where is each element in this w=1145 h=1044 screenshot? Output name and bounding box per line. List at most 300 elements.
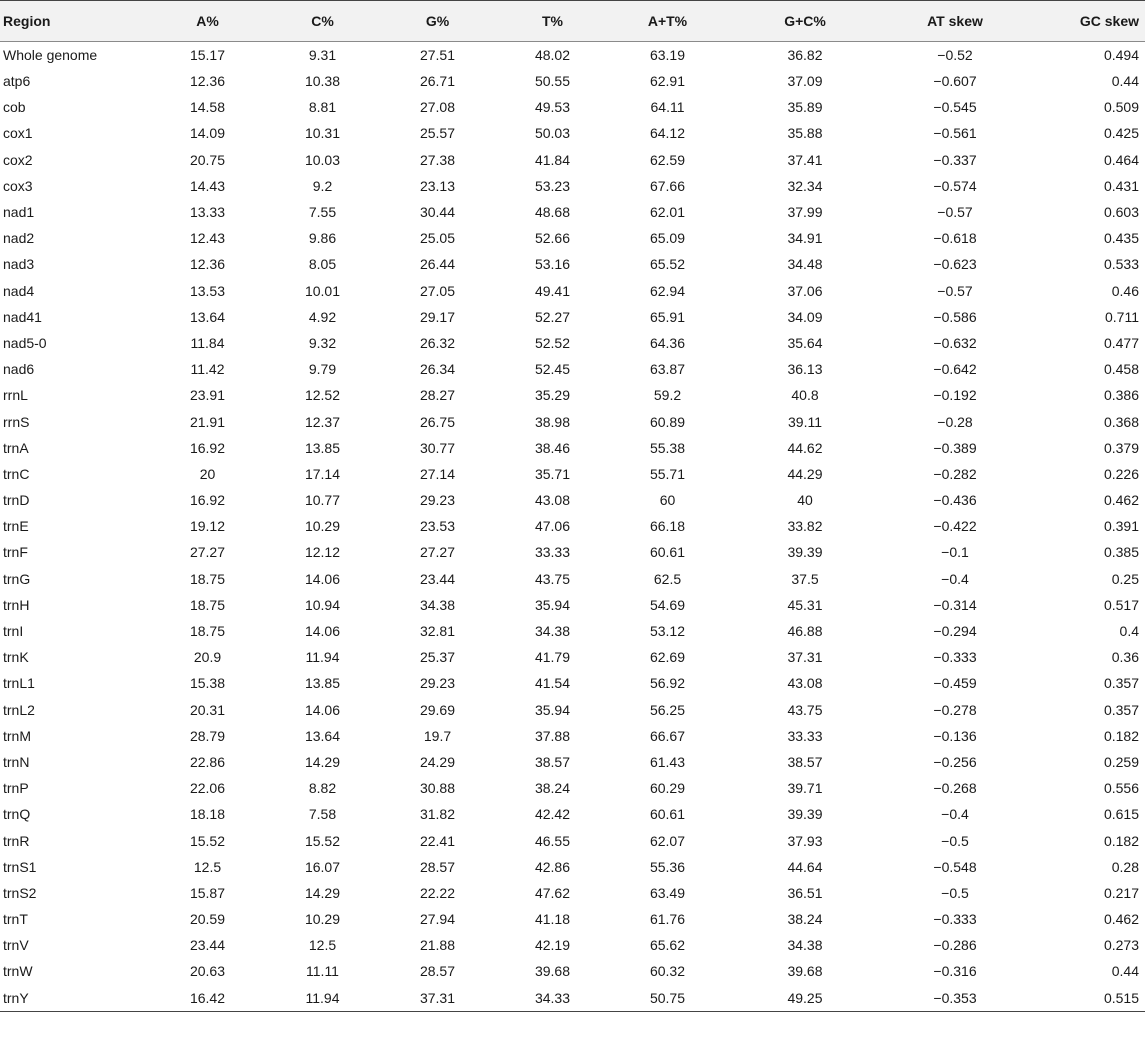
table-row bbox=[0, 487, 1145, 513]
table-row bbox=[0, 697, 1145, 723]
cell-a-percent: 22.06 bbox=[189, 780, 226, 797]
cell-gc-percent: 34.91 bbox=[787, 230, 823, 247]
cell-gc-skew: 0.357 bbox=[1103, 675, 1139, 692]
table-row bbox=[0, 932, 1145, 958]
cell-at-percent: 63.49 bbox=[649, 884, 686, 901]
cell-at-skew: −0.548 bbox=[933, 858, 977, 875]
table-body bbox=[0, 42, 1145, 1012]
cell-at-percent: 59.2 bbox=[653, 387, 682, 404]
cell-a-percent: 15.17 bbox=[189, 47, 226, 63]
cell-gc-skew: 0.379 bbox=[1103, 439, 1139, 456]
cell-gc-skew: 0.556 bbox=[1103, 780, 1139, 797]
cell-gc-percent: 36.13 bbox=[787, 361, 823, 378]
cell-gc-skew: 0.464 bbox=[1103, 151, 1139, 168]
cell-a-percent: 14.43 bbox=[189, 177, 226, 194]
cell-g-percent: 34.38 bbox=[419, 596, 456, 613]
cell-g-percent: 30.77 bbox=[419, 439, 456, 456]
cell-at-skew: −0.333 bbox=[933, 911, 977, 928]
cell-a-percent: 14.09 bbox=[189, 125, 226, 142]
table-row bbox=[0, 644, 1145, 670]
table-row bbox=[0, 854, 1145, 880]
cell-t-percent: 47.06 bbox=[534, 518, 571, 535]
cell-t-percent: 53.16 bbox=[534, 256, 571, 273]
table-row bbox=[0, 147, 1145, 173]
cell-at-percent: 64.36 bbox=[649, 334, 686, 351]
cell-region: cox2 bbox=[3, 151, 33, 168]
cell-c-percent: 14.29 bbox=[304, 753, 341, 770]
cell-gc-percent: 37.06 bbox=[787, 282, 823, 299]
cell-region: nad5-0 bbox=[3, 334, 47, 351]
cell-gc-skew: 0.603 bbox=[1103, 204, 1139, 221]
cell-c-percent: 12.5 bbox=[308, 937, 337, 954]
cell-g-percent: 24.29 bbox=[419, 753, 456, 770]
cell-at-skew: −0.256 bbox=[933, 753, 977, 770]
cell-region: nad1 bbox=[3, 204, 35, 221]
cell-g-percent: 22.41 bbox=[419, 832, 456, 849]
cell-a-percent: 14.58 bbox=[189, 99, 226, 116]
cell-t-percent: 41.54 bbox=[534, 675, 571, 692]
cell-t-percent: 43.75 bbox=[534, 570, 571, 587]
cell-at-percent: 65.09 bbox=[649, 230, 686, 247]
cell-gc-skew: 0.462 bbox=[1103, 911, 1139, 928]
cell-a-percent: 20.9 bbox=[193, 649, 222, 666]
cell-t-percent: 48.02 bbox=[534, 47, 571, 63]
table-row bbox=[0, 670, 1145, 696]
table-row bbox=[0, 880, 1145, 906]
cell-a-percent: 20.75 bbox=[189, 151, 226, 168]
table-row bbox=[0, 408, 1145, 434]
cell-region: trnM bbox=[3, 727, 31, 744]
cell-at-percent: 60.32 bbox=[649, 963, 686, 980]
cell-t-percent: 42.19 bbox=[534, 937, 571, 954]
header-c-percent: C% bbox=[265, 1, 380, 42]
table-row bbox=[0, 278, 1145, 304]
cell-c-percent: 4.92 bbox=[308, 308, 337, 325]
cell-t-percent: 49.41 bbox=[534, 282, 571, 299]
cell-at-skew: −0.422 bbox=[933, 518, 977, 535]
cell-a-percent: 20.63 bbox=[189, 963, 226, 980]
cell-region: rrnL bbox=[3, 387, 28, 404]
cell-a-percent: 18.75 bbox=[189, 623, 226, 640]
table-row bbox=[0, 958, 1145, 984]
cell-t-percent: 37.88 bbox=[534, 727, 571, 744]
cell-a-percent: 27.27 bbox=[189, 544, 226, 561]
cell-a-percent: 16.92 bbox=[189, 439, 226, 456]
header-t-percent: T% bbox=[495, 1, 610, 42]
cell-at-skew: −0.314 bbox=[933, 596, 977, 613]
cell-gc-skew: 0.431 bbox=[1103, 177, 1139, 194]
cell-gc-percent: 34.09 bbox=[787, 308, 823, 325]
table-row bbox=[0, 356, 1145, 382]
cell-g-percent: 27.08 bbox=[419, 99, 456, 116]
cell-c-percent: 11.94 bbox=[265, 985, 380, 1012]
cell-t-percent: 46.55 bbox=[534, 832, 571, 849]
cell-gc-skew: 0.4 bbox=[1119, 623, 1139, 640]
cell-c-percent: 11.94 bbox=[305, 649, 340, 666]
cell-a-percent: 20.31 bbox=[189, 701, 226, 718]
cell-region: trnT bbox=[3, 911, 28, 928]
cell-gc-skew: 0.711 bbox=[1105, 308, 1139, 325]
cell-at-skew: −0.52 bbox=[937, 47, 973, 63]
cell-gc-skew: 0.182 bbox=[1103, 727, 1139, 744]
cell-c-percent: 14.06 bbox=[304, 623, 341, 640]
cell-gc-skew: 0.386 bbox=[1103, 387, 1139, 404]
cell-c-percent: 13.64 bbox=[304, 727, 341, 744]
cell-at-percent: 62.59 bbox=[649, 151, 686, 168]
cell-at-skew: −0.389 bbox=[933, 439, 977, 456]
cell-gc-skew: 0.259 bbox=[1103, 753, 1139, 770]
cell-region: trnQ bbox=[3, 806, 31, 823]
cell-g-percent: 27.14 bbox=[419, 465, 456, 482]
cell-region: trnY bbox=[0, 985, 150, 1012]
cell-region: trnH bbox=[3, 596, 30, 613]
cell-c-percent: 9.32 bbox=[308, 334, 337, 351]
cell-region: cox3 bbox=[3, 177, 33, 194]
cell-t-percent: 35.71 bbox=[534, 465, 571, 482]
cell-at-skew: −0.294 bbox=[933, 623, 977, 640]
cell-region: rrnS bbox=[3, 413, 30, 430]
cell-region: trnN bbox=[3, 753, 30, 770]
cell-g-percent: 23.44 bbox=[419, 570, 456, 587]
cell-a-percent: 12.36 bbox=[189, 73, 226, 90]
cell-at-percent: 61.43 bbox=[649, 753, 686, 770]
cell-at-skew: −0.459 bbox=[933, 675, 977, 692]
cell-at-skew: −0.618 bbox=[933, 230, 977, 247]
cell-at-percent: 56.92 bbox=[649, 675, 686, 692]
cell-at-percent: 64.12 bbox=[649, 125, 686, 142]
cell-at-skew: −0.333 bbox=[933, 649, 977, 666]
cell-t-percent: 52.27 bbox=[534, 308, 571, 325]
cell-region: trnE bbox=[3, 518, 29, 535]
cell-c-percent: 14.06 bbox=[304, 570, 341, 587]
cell-gc-skew: 0.368 bbox=[1103, 413, 1139, 430]
cell-gc-percent: 37.31 bbox=[787, 649, 823, 666]
cell-at-percent: 65.52 bbox=[649, 256, 686, 273]
table-row bbox=[0, 461, 1145, 487]
cell-g-percent: 27.51 bbox=[419, 47, 456, 63]
header-gc-skew: GC skew bbox=[1025, 1, 1145, 42]
cell-t-percent: 41.84 bbox=[534, 151, 571, 168]
cell-at-percent: 62.94 bbox=[649, 282, 686, 299]
cell-gc-percent: 38.57 bbox=[787, 753, 823, 770]
cell-g-percent: 25.37 bbox=[419, 649, 456, 666]
cell-g-percent: 30.44 bbox=[419, 204, 456, 221]
table-row bbox=[0, 382, 1145, 408]
cell-c-percent: 10.01 bbox=[304, 282, 341, 299]
cell-a-percent: 12.43 bbox=[189, 230, 226, 247]
cell-c-percent: 13.85 bbox=[304, 439, 341, 456]
cell-g-percent: 23.13 bbox=[419, 177, 456, 194]
cell-gc-percent: 39.39 bbox=[787, 806, 823, 823]
cell-at-percent: 63.87 bbox=[649, 361, 686, 378]
cell-gc-percent: 37.99 bbox=[787, 204, 823, 221]
cell-c-percent: 14.29 bbox=[304, 884, 341, 901]
cell-at-skew: −0.316 bbox=[933, 963, 977, 980]
cell-at-percent: 60.61 bbox=[649, 806, 686, 823]
cell-region: trnA bbox=[3, 439, 29, 456]
cell-a-percent: 12.5 bbox=[193, 858, 222, 875]
cell-a-percent: 20 bbox=[199, 465, 216, 482]
cell-gc-skew: 0.517 bbox=[1103, 596, 1139, 613]
cell-c-percent: 16.07 bbox=[304, 858, 341, 875]
cell-gc-percent: 45.31 bbox=[787, 596, 823, 613]
cell-at-percent: 60.61 bbox=[649, 544, 686, 561]
cell-t-percent: 47.62 bbox=[534, 884, 571, 901]
table-row bbox=[0, 251, 1145, 277]
header-at-skew: AT skew bbox=[885, 1, 1025, 42]
cell-g-percent: 27.27 bbox=[419, 544, 456, 561]
cell-at-percent: 60 bbox=[659, 492, 676, 509]
cell-t-percent: 38.98 bbox=[534, 413, 571, 430]
cell-at-skew: −0.642 bbox=[933, 361, 977, 378]
cell-gc-percent: 36.51 bbox=[787, 884, 823, 901]
table-row bbox=[0, 435, 1145, 461]
cell-gc-skew: 0.385 bbox=[1103, 544, 1139, 561]
cell-at-skew: −0.57 bbox=[937, 204, 973, 221]
cell-at-skew: −0.282 bbox=[933, 465, 977, 482]
table-row bbox=[0, 513, 1145, 539]
table-row bbox=[0, 42, 1145, 69]
cell-gc-percent: 44.62 bbox=[787, 439, 823, 456]
cell-at-percent: 54.69 bbox=[649, 596, 686, 613]
cell-region: trnD bbox=[3, 492, 30, 509]
cell-gc-percent: 40.8 bbox=[791, 387, 819, 404]
table-row bbox=[0, 539, 1145, 565]
header-region: Region bbox=[0, 1, 150, 42]
cell-g-percent: 29.69 bbox=[419, 701, 456, 718]
cell-gc-skew: 0.28 bbox=[1111, 858, 1139, 875]
cell-at-skew: −0.4 bbox=[941, 806, 969, 823]
cell-region: nad3 bbox=[3, 256, 35, 273]
cell-at-percent: 55.38 bbox=[649, 439, 686, 456]
cell-gc-skew: 0.435 bbox=[1103, 230, 1139, 247]
cell-c-percent: 12.52 bbox=[304, 387, 341, 404]
table-row bbox=[0, 304, 1145, 330]
cell-at-percent: 60.29 bbox=[649, 780, 686, 797]
cell-gc-skew: 0.494 bbox=[1103, 47, 1139, 63]
cell-at-skew: −0.353 bbox=[885, 985, 1025, 1012]
cell-region: trnR bbox=[3, 832, 30, 849]
cell-t-percent: 41.79 bbox=[534, 649, 571, 666]
cell-t-percent: 41.18 bbox=[534, 911, 571, 928]
cell-region: nad41 bbox=[3, 308, 42, 325]
cell-at-skew: −0.561 bbox=[933, 125, 977, 142]
cell-a-percent: 11.84 bbox=[190, 334, 225, 351]
table-row bbox=[0, 775, 1145, 801]
cell-t-percent: 50.03 bbox=[534, 125, 571, 142]
cell-at-percent: 62.5 bbox=[653, 570, 682, 587]
cell-g-percent: 22.22 bbox=[419, 884, 456, 901]
cell-t-percent: 34.33 bbox=[495, 985, 610, 1012]
cell-c-percent: 17.14 bbox=[304, 465, 341, 482]
cell-c-percent: 9.86 bbox=[308, 230, 337, 247]
cell-at-percent: 65.91 bbox=[649, 308, 686, 325]
cell-t-percent: 39.68 bbox=[534, 963, 571, 980]
cell-region: trnC bbox=[3, 465, 30, 482]
cell-a-percent: 20.59 bbox=[189, 911, 226, 928]
cell-gc-skew: 0.357 bbox=[1103, 701, 1139, 718]
cell-gc-percent: 37.93 bbox=[787, 832, 823, 849]
cell-at-percent: 62.01 bbox=[649, 204, 686, 221]
cell-gc-percent: 33.33 bbox=[787, 727, 823, 744]
cell-gc-percent: 40 bbox=[797, 492, 813, 509]
cell-c-percent: 10.29 bbox=[304, 911, 341, 928]
cell-c-percent: 12.12 bbox=[304, 544, 341, 561]
cell-c-percent: 8.81 bbox=[308, 99, 337, 116]
cell-region: trnK bbox=[3, 649, 29, 666]
table-row bbox=[0, 199, 1145, 225]
cell-g-percent: 27.38 bbox=[419, 151, 456, 168]
cell-t-percent: 52.66 bbox=[534, 230, 571, 247]
cell-t-percent: 38.57 bbox=[534, 753, 571, 770]
cell-at-skew: −0.632 bbox=[933, 334, 977, 351]
cell-gc-percent: 34.48 bbox=[787, 256, 823, 273]
cell-t-percent: 38.24 bbox=[534, 780, 571, 797]
cell-t-percent: 35.94 bbox=[534, 701, 571, 718]
cell-region: trnV bbox=[3, 937, 29, 954]
cell-c-percent: 14.06 bbox=[304, 701, 341, 718]
cell-a-percent: 28.79 bbox=[189, 727, 226, 744]
cell-at-skew: −0.586 bbox=[933, 308, 977, 325]
cell-gc-skew: 0.425 bbox=[1103, 125, 1139, 142]
table-header bbox=[0, 1, 1145, 42]
cell-region: trnG bbox=[3, 570, 31, 587]
cell-gc-skew: 0.509 bbox=[1103, 99, 1139, 116]
cell-gc-skew: 0.44 bbox=[1111, 963, 1139, 980]
cell-gc-percent: 38.24 bbox=[787, 911, 823, 928]
cell-at-percent: 62.07 bbox=[649, 832, 686, 849]
cell-g-percent: 31.82 bbox=[419, 806, 456, 823]
cell-c-percent: 10.94 bbox=[304, 596, 341, 613]
cell-a-percent: 21.91 bbox=[189, 413, 226, 430]
cell-t-percent: 49.53 bbox=[534, 99, 571, 116]
cell-a-percent: 19.12 bbox=[189, 518, 226, 535]
cell-at-percent: 67.66 bbox=[649, 177, 686, 194]
cell-a-percent: 23.91 bbox=[189, 387, 226, 404]
cell-at-skew: −0.337 bbox=[933, 151, 977, 168]
cell-gc-percent: 39.39 bbox=[787, 544, 823, 561]
cell-g-percent: 29.23 bbox=[419, 492, 456, 509]
cell-gc-skew: 0.36 bbox=[1111, 649, 1139, 666]
cell-region: trnI bbox=[3, 623, 24, 640]
cell-a-percent: 15.87 bbox=[189, 884, 226, 901]
cell-at-skew: −0.5 bbox=[941, 832, 969, 849]
cell-g-percent: 37.31 bbox=[380, 985, 495, 1012]
cell-t-percent: 38.46 bbox=[534, 439, 571, 456]
cell-c-percent: 8.82 bbox=[308, 780, 337, 797]
cell-gc-percent: 33.82 bbox=[787, 518, 823, 535]
cell-g-percent: 27.94 bbox=[419, 911, 456, 928]
cell-at-percent: 65.62 bbox=[649, 937, 686, 954]
cell-t-percent: 50.55 bbox=[534, 73, 571, 90]
cell-t-percent: 33.33 bbox=[534, 544, 571, 561]
cell-a-percent: 13.64 bbox=[189, 308, 226, 325]
header-a-percent: A% bbox=[150, 1, 265, 42]
cell-region: trnL1 bbox=[3, 675, 35, 692]
cell-gc-percent: 35.88 bbox=[787, 125, 823, 142]
cell-gc-percent: 43.75 bbox=[787, 701, 823, 718]
cell-region: cox1 bbox=[3, 125, 33, 142]
cell-g-percent: 23.53 bbox=[419, 518, 456, 535]
cell-a-percent: 16.42 bbox=[150, 985, 265, 1012]
header-row bbox=[0, 1, 1145, 42]
cell-g-percent: 29.23 bbox=[419, 675, 456, 692]
cell-g-percent: 28.57 bbox=[419, 963, 456, 980]
cell-gc-skew: 0.44 bbox=[1111, 73, 1139, 90]
cell-g-percent: 26.32 bbox=[419, 334, 456, 351]
cell-at-skew: −0.268 bbox=[933, 780, 977, 797]
table-row bbox=[0, 68, 1145, 94]
cell-a-percent: 23.44 bbox=[189, 937, 226, 954]
cell-c-percent: 10.31 bbox=[304, 125, 341, 142]
cell-region: trnL2 bbox=[3, 701, 35, 718]
table-row bbox=[0, 618, 1145, 644]
cell-gc-skew: 0.515 bbox=[1025, 985, 1145, 1012]
cell-at-skew: −0.4 bbox=[941, 570, 969, 587]
cell-at-percent: 66.67 bbox=[649, 727, 686, 744]
cell-a-percent: 22.86 bbox=[189, 753, 226, 770]
cell-at-percent: 62.69 bbox=[649, 649, 686, 666]
cell-t-percent: 35.94 bbox=[534, 596, 571, 613]
table-row bbox=[0, 225, 1145, 251]
cell-t-percent: 43.08 bbox=[534, 492, 571, 509]
cell-gc-skew: 0.46 bbox=[1111, 282, 1139, 299]
cell-at-percent: 55.71 bbox=[649, 465, 686, 482]
cell-region: trnS1 bbox=[3, 858, 37, 875]
table-row bbox=[0, 173, 1145, 199]
cell-a-percent: 13.53 bbox=[189, 282, 226, 299]
cell-at-percent: 53.12 bbox=[649, 623, 686, 640]
cell-at-skew: −0.278 bbox=[933, 701, 977, 718]
cell-a-percent: 18.18 bbox=[189, 806, 226, 823]
cell-g-percent: 28.27 bbox=[419, 387, 456, 404]
cell-t-percent: 42.86 bbox=[534, 858, 571, 875]
cell-region: trnF bbox=[3, 544, 28, 561]
cell-c-percent: 7.55 bbox=[308, 204, 337, 221]
cell-gc-skew: 0.25 bbox=[1111, 570, 1139, 587]
cell-t-percent: 42.42 bbox=[534, 806, 571, 823]
cell-at-percent: 56.25 bbox=[649, 701, 686, 718]
cell-gc-percent: 44.64 bbox=[787, 858, 823, 875]
cell-c-percent: 10.77 bbox=[304, 492, 341, 509]
cell-gc-percent: 34.38 bbox=[787, 937, 823, 954]
cell-g-percent: 21.88 bbox=[419, 937, 456, 954]
cell-g-percent: 29.17 bbox=[419, 308, 456, 325]
cell-a-percent: 12.36 bbox=[189, 256, 226, 273]
cell-g-percent: 27.05 bbox=[419, 282, 456, 299]
cell-at-percent: 66.18 bbox=[649, 518, 686, 535]
cell-t-percent: 34.38 bbox=[534, 623, 571, 640]
cell-at-percent: 62.91 bbox=[649, 73, 686, 90]
cell-gc-percent: 37.5 bbox=[791, 570, 819, 587]
cell-gc-percent: 37.09 bbox=[787, 73, 823, 90]
table-row bbox=[0, 906, 1145, 932]
cell-region: nad4 bbox=[3, 282, 35, 299]
cell-at-percent: 63.19 bbox=[649, 47, 686, 63]
cell-at-percent: 61.76 bbox=[649, 911, 686, 928]
cell-gc-percent: 49.25 bbox=[725, 985, 885, 1012]
cell-gc-skew: 0.226 bbox=[1103, 465, 1139, 482]
cell-a-percent: 18.75 bbox=[189, 570, 226, 587]
cell-region: nad6 bbox=[3, 361, 35, 378]
cell-a-percent: 15.38 bbox=[189, 675, 226, 692]
cell-g-percent: 30.88 bbox=[419, 780, 456, 797]
table-row bbox=[0, 330, 1145, 356]
cell-g-percent: 28.57 bbox=[419, 858, 456, 875]
cell-t-percent: 53.23 bbox=[534, 177, 571, 194]
cell-gc-percent: 44.29 bbox=[787, 465, 823, 482]
cell-t-percent: 52.52 bbox=[534, 334, 571, 351]
